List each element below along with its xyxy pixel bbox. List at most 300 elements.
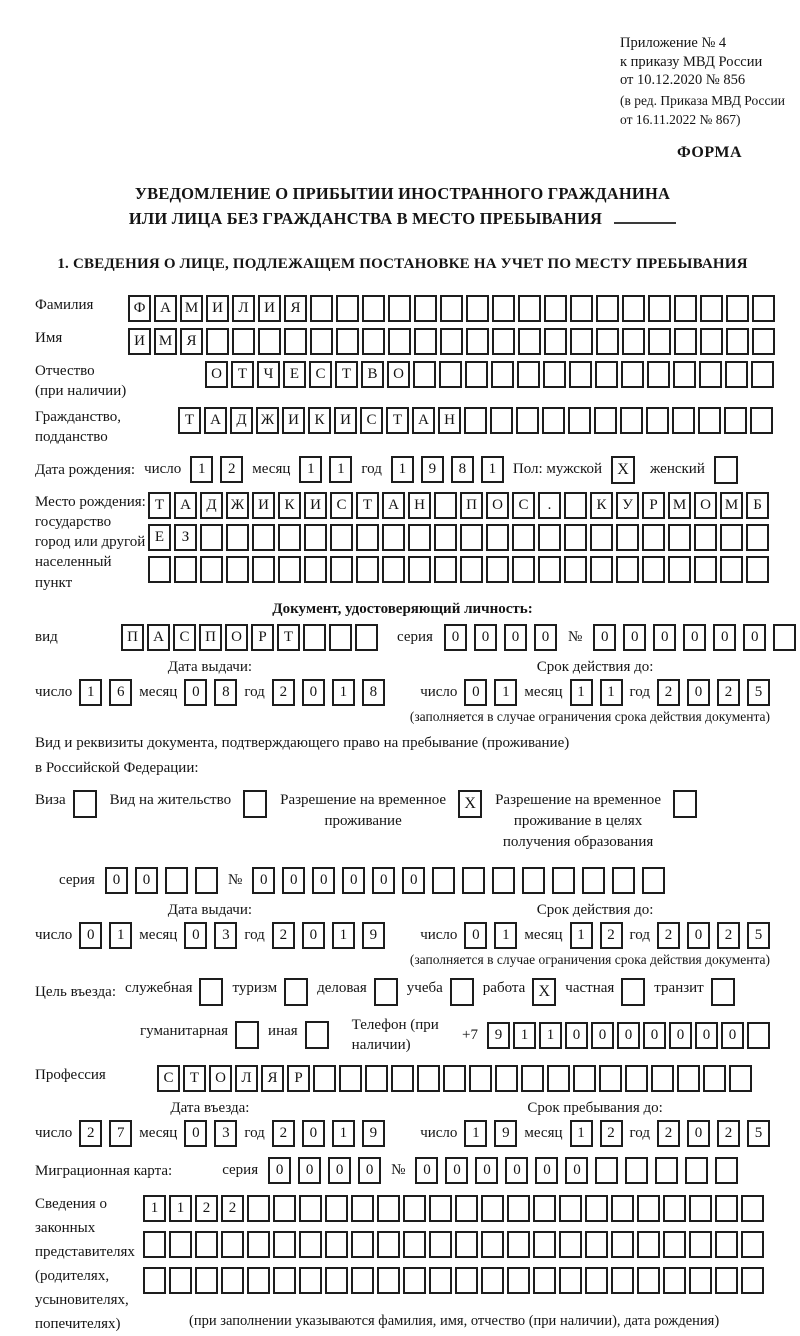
char-cell	[585, 1195, 608, 1222]
char-cell	[495, 1065, 518, 1092]
purpose-study-label: учеба	[406, 979, 443, 996]
doc-series-label: серия	[397, 628, 433, 645]
form-title	[35, 182, 770, 232]
char-cell: 2	[657, 1120, 680, 1147]
char-cell: 2	[195, 1195, 218, 1222]
char-cell	[278, 524, 301, 551]
char-cell: 6	[109, 679, 132, 706]
char-cell	[169, 1267, 192, 1294]
identity-doc-heading: Документ, удостоверяющий личность:	[272, 600, 533, 617]
char-cell: С	[512, 492, 535, 519]
char-cell	[646, 407, 669, 434]
char-cell: Ж	[226, 492, 249, 519]
issue-month-cells	[184, 679, 237, 706]
visa-label: Виза	[35, 791, 66, 808]
residence-number-cells	[252, 867, 665, 894]
char-cell: Ч	[257, 361, 280, 388]
char-cell: 3	[214, 922, 237, 949]
residence-series-label: серия	[59, 872, 95, 889]
char-cell: 0	[302, 922, 325, 949]
char-cell: 0	[328, 1157, 351, 1184]
char-cell: 0	[302, 679, 325, 706]
char-cell: К	[308, 407, 331, 434]
residence-valid-month-label: месяц	[524, 926, 563, 943]
char-cell	[750, 407, 773, 434]
char-cell: М	[668, 492, 691, 519]
char-cell	[443, 1065, 466, 1092]
valid-day-cells	[464, 679, 517, 706]
char-cell	[585, 1231, 608, 1258]
char-cell	[663, 1195, 686, 1222]
char-cell	[143, 1267, 166, 1294]
char-cell: 2	[657, 922, 680, 949]
char-cell	[434, 492, 457, 519]
visa-checkbox	[73, 790, 97, 818]
char-cell: 2	[272, 922, 295, 949]
char-cell: А	[412, 407, 435, 434]
char-cell: 1	[600, 679, 623, 706]
birth-place-label	[35, 492, 148, 593]
char-cell	[460, 524, 483, 551]
residence-valid-cells	[420, 922, 770, 949]
char-cell: 0	[415, 1157, 438, 1184]
entry-year-label: год	[244, 1125, 265, 1142]
char-cell: У	[616, 492, 639, 519]
char-cell	[542, 407, 565, 434]
char-cell: 0	[504, 624, 527, 651]
purpose-work-label: работа	[482, 979, 526, 996]
char-cell	[221, 1231, 244, 1258]
char-cell: 1	[494, 679, 517, 706]
purpose-humanitarian-label: гуманитарная	[140, 1023, 229, 1040]
char-cell	[538, 556, 561, 583]
char-cell: 0	[282, 867, 305, 894]
header-reference	[620, 34, 785, 128]
header-subline-2: от 16.11.2022 № 867)	[620, 111, 741, 127]
char-cell: 0	[268, 1157, 291, 1184]
char-cell	[429, 1231, 452, 1258]
char-cell	[278, 556, 301, 583]
doc-series-cells	[444, 624, 557, 651]
form-title-line1: УВЕДОМЛЕНИЕ О ПРИБЫТИИ ИНОСТРАННОГО ГРАЖДАНИНА	[134, 184, 671, 204]
patronymic-label	[35, 361, 205, 402]
issue-month-label: месяц	[139, 683, 178, 700]
purpose-tourism-label: туризм	[232, 979, 278, 996]
char-cell	[773, 624, 796, 651]
purpose-private-checkbox	[621, 978, 645, 1006]
char-cell	[543, 361, 566, 388]
char-cell	[362, 328, 385, 355]
char-cell	[195, 867, 218, 894]
surname-cells	[128, 295, 775, 322]
char-cell	[377, 1195, 400, 1222]
identity-issue-heading: Дата выдачи:	[167, 658, 253, 675]
char-cell	[648, 328, 671, 355]
char-cell: О	[225, 624, 248, 651]
char-cell	[507, 1267, 530, 1294]
char-cell	[336, 295, 359, 322]
char-cell: С	[309, 361, 332, 388]
migration-card-row	[35, 1157, 770, 1184]
char-cell	[590, 556, 613, 583]
residence-permit-label: Вид на жительство	[109, 791, 232, 808]
char-cell: П	[121, 624, 144, 651]
representatives-row3-cells	[143, 1267, 764, 1294]
purpose-humanitarian-checkbox	[235, 1021, 259, 1049]
char-cell: Д	[200, 492, 223, 519]
char-cell: А	[174, 492, 197, 519]
char-cell	[481, 1231, 504, 1258]
char-cell	[486, 556, 509, 583]
char-cell	[642, 867, 665, 894]
char-cell: 1	[332, 1120, 355, 1147]
residence-issue-month-label: месяц	[139, 926, 178, 943]
char-cell: И	[282, 407, 305, 434]
char-cell	[689, 1231, 712, 1258]
char-cell: 0	[79, 922, 102, 949]
char-cell	[715, 1267, 738, 1294]
doc-type-label: вид	[35, 629, 58, 646]
char-cell	[351, 1231, 374, 1258]
char-cell	[559, 1231, 582, 1258]
char-cell	[741, 1267, 764, 1294]
char-cell	[462, 867, 485, 894]
residence-issue-cells	[35, 922, 385, 949]
char-cell: 9	[421, 456, 444, 483]
char-cell	[434, 524, 457, 551]
char-cell	[625, 1065, 648, 1092]
header-line-2: к приказу МВД России	[620, 53, 763, 70]
char-cell	[351, 1267, 374, 1294]
char-cell: 0	[669, 1022, 692, 1049]
char-cell: 1	[299, 456, 322, 483]
birth-month-cells	[299, 456, 352, 483]
char-cell: 2	[717, 1120, 740, 1147]
stay-day-cells	[464, 1120, 517, 1147]
char-cell: М	[154, 328, 177, 355]
firstname-cells	[128, 328, 775, 355]
char-cell: Р	[642, 492, 665, 519]
char-cell: П	[460, 492, 483, 519]
entry-dates-row	[35, 1100, 770, 1147]
char-cell: И	[258, 295, 281, 322]
char-cell	[429, 1267, 452, 1294]
char-cell: 0	[565, 1157, 588, 1184]
char-cell	[325, 1195, 348, 1222]
migration-number-label: №	[391, 1162, 406, 1179]
char-cell	[273, 1195, 296, 1222]
char-cell: 1	[190, 456, 213, 483]
residence-valid-month-cells	[570, 922, 623, 949]
edu-permit-label	[495, 790, 661, 853]
char-cell	[596, 328, 619, 355]
char-cell: 0	[298, 1157, 321, 1184]
char-cell	[689, 1267, 712, 1294]
char-cell	[642, 524, 665, 551]
char-cell	[651, 1065, 674, 1092]
char-cell: Т	[231, 361, 254, 388]
char-cell	[174, 556, 197, 583]
char-cell: 0	[683, 624, 706, 651]
char-cell: 1	[570, 922, 593, 949]
char-cell: Т	[178, 407, 201, 434]
edu-permit-checkbox	[673, 790, 697, 818]
citizenship-row	[35, 407, 770, 448]
representatives-label-line4: (родителях,	[35, 1268, 110, 1285]
char-cell: 2	[600, 922, 623, 949]
char-cell: 0	[713, 624, 736, 651]
char-cell: 0	[743, 624, 766, 651]
char-cell	[303, 624, 326, 651]
birth-place-row1-cells	[148, 492, 769, 519]
phone-label: Телефон (при наличии)	[351, 1016, 439, 1054]
valid-year-label: год	[629, 683, 650, 700]
char-cell	[672, 407, 695, 434]
char-cell	[751, 361, 774, 388]
char-cell	[729, 1065, 752, 1092]
residence-issue-heading: Дата выдачи:	[167, 901, 253, 918]
char-cell	[195, 1231, 218, 1258]
representatives-note: (при заполнении указываются фамилия, имя, отчество (при наличии), дата рождения)	[189, 1313, 720, 1330]
char-cell: 9	[487, 1022, 510, 1049]
char-cell	[299, 1231, 322, 1258]
representatives-label-line6: попечителях)	[35, 1316, 121, 1333]
identity-issue-cells	[35, 679, 385, 706]
char-cell: С	[157, 1065, 180, 1092]
char-cell	[325, 1267, 348, 1294]
char-cell	[252, 524, 275, 551]
patronymic-label-line2: (при наличии)	[35, 382, 127, 399]
char-cell: 1	[570, 679, 593, 706]
char-cell: 2	[221, 1195, 244, 1222]
char-cell	[715, 1231, 738, 1258]
char-cell	[694, 556, 717, 583]
purpose-option-business	[125, 978, 224, 1006]
char-cell	[330, 524, 353, 551]
migration-number-cells	[415, 1157, 738, 1184]
char-cell	[169, 1231, 192, 1258]
char-cell: 0	[505, 1157, 528, 1184]
char-cell: 0	[135, 867, 158, 894]
form-title-line2	[35, 207, 770, 232]
char-cell: 1	[329, 456, 352, 483]
char-cell: 0	[591, 1022, 614, 1049]
char-cell	[247, 1267, 270, 1294]
stay-until-heading: Срок пребывания до:	[527, 1100, 663, 1117]
doc-number-cells	[593, 624, 800, 651]
residence-issue-group	[35, 902, 385, 949]
char-cell	[559, 1195, 582, 1222]
char-cell	[533, 1195, 556, 1222]
stay-until-group	[420, 1100, 770, 1147]
purpose-transit-label: транзит	[654, 979, 704, 996]
birth-place-label-line2: государство	[35, 513, 112, 530]
char-cell: 0	[184, 1120, 207, 1147]
birth-place-label-line1: Место рождения:	[35, 493, 146, 510]
char-cell	[200, 556, 223, 583]
char-cell: 2	[220, 456, 243, 483]
char-cell	[611, 1195, 634, 1222]
forma-label: ФОРМА	[676, 144, 742, 162]
char-cell: Т	[183, 1065, 206, 1092]
char-cell: З	[174, 524, 197, 551]
entry-day-label: число	[35, 1125, 73, 1142]
char-cell: 0	[342, 867, 365, 894]
purpose-work-checkbox: X	[532, 978, 556, 1006]
migration-card-label: Миграционная карта:	[35, 1162, 173, 1179]
residence-valid-day-cells	[464, 922, 517, 949]
char-cell	[492, 328, 515, 355]
char-cell	[325, 1231, 348, 1258]
residence-valid-year-cells	[657, 922, 770, 949]
char-cell: 0	[445, 1157, 468, 1184]
char-cell	[299, 1267, 322, 1294]
temp-permit-label	[280, 790, 446, 832]
purpose-private-label: частная	[565, 979, 615, 996]
char-cell	[746, 556, 769, 583]
identity-issue-group	[35, 659, 385, 706]
char-cell	[582, 867, 605, 894]
char-cell	[469, 1065, 492, 1092]
valid-year-cells	[657, 679, 770, 706]
surname-row	[35, 295, 770, 322]
citizenship-label-line2: подданство	[35, 429, 108, 446]
temp-permit-option	[280, 790, 482, 832]
char-cell	[330, 556, 353, 583]
char-cell	[715, 1157, 738, 1184]
char-cell: О	[205, 361, 228, 388]
char-cell: Т	[356, 492, 379, 519]
residence-issue-day-label: число	[35, 926, 73, 943]
char-cell: 0	[687, 922, 710, 949]
char-cell	[481, 1267, 504, 1294]
citizenship-label-line1: Гражданство,	[35, 409, 122, 426]
issue-day-cells	[79, 679, 132, 706]
char-cell	[518, 328, 541, 355]
char-cell: Ф	[128, 295, 151, 322]
residence-doc-dates	[35, 902, 770, 949]
char-cell	[647, 361, 670, 388]
temp-permit-label-line2: проживание	[324, 812, 402, 829]
representatives-label-line1: Сведения о	[35, 1196, 107, 1213]
purpose-tourism-checkbox	[284, 978, 308, 1006]
stay-year-cells	[657, 1120, 770, 1147]
valid-day-label: число	[420, 683, 458, 700]
char-cell: 0	[464, 922, 487, 949]
char-cell: 0	[695, 1022, 718, 1049]
char-cell	[625, 1157, 648, 1184]
char-cell	[726, 328, 749, 355]
char-cell	[517, 361, 540, 388]
profession-cells	[157, 1065, 752, 1092]
representatives-label-line2: законных	[35, 1220, 96, 1237]
char-cell: С	[330, 492, 353, 519]
char-cell	[547, 1065, 570, 1092]
char-cell	[620, 407, 643, 434]
char-cell	[622, 295, 645, 322]
issue-year-cells	[272, 679, 385, 706]
char-cell: 1	[570, 1120, 593, 1147]
profession-row	[35, 1065, 770, 1092]
char-cell: К	[590, 492, 613, 519]
purpose-option-study	[407, 978, 474, 1006]
char-cell: В	[361, 361, 384, 388]
char-cell	[699, 361, 722, 388]
char-cell	[304, 524, 327, 551]
char-cell	[552, 867, 575, 894]
residence-doc-intro-line1: Вид и реквизиты документа, подтверждающего право на пребывание (проживание)	[35, 734, 570, 751]
char-cell: О	[387, 361, 410, 388]
char-cell: Д	[230, 407, 253, 434]
patronymic-cells	[205, 361, 774, 388]
char-cell	[336, 328, 359, 355]
char-cell: С	[360, 407, 383, 434]
phone-prefix: +7	[462, 1026, 478, 1043]
char-cell: Ж	[256, 407, 279, 434]
identity-valid-cells	[420, 679, 770, 706]
firstname-label: Имя	[35, 329, 63, 346]
char-cell	[382, 524, 405, 551]
birth-place-cells	[148, 492, 769, 583]
char-cell	[720, 524, 743, 551]
char-cell	[663, 1267, 686, 1294]
residence-issue-year-label: год	[244, 926, 265, 943]
char-cell: 0	[402, 867, 425, 894]
visit-purpose-label: Цель въезда:	[35, 983, 116, 1000]
residence-permit-checkbox	[243, 790, 267, 818]
char-cell	[752, 295, 775, 322]
char-cell	[596, 295, 619, 322]
char-cell	[655, 1157, 678, 1184]
entry-date-cells	[35, 1120, 385, 1147]
char-cell	[507, 1195, 530, 1222]
issue-day-label: число	[35, 683, 73, 700]
purpose-business-label: служебная	[124, 979, 193, 996]
section1-body	[35, 295, 770, 1336]
char-cell: 0	[687, 679, 710, 706]
char-cell: 0	[312, 867, 335, 894]
char-cell	[725, 361, 748, 388]
char-cell: 1	[79, 679, 102, 706]
char-cell: 0	[184, 922, 207, 949]
char-cell	[668, 524, 691, 551]
birth-place-label-line3: город или другой	[35, 534, 146, 551]
char-cell	[206, 328, 229, 355]
char-cell	[590, 524, 613, 551]
char-cell	[247, 1195, 270, 1222]
char-cell	[700, 328, 723, 355]
char-cell	[455, 1195, 478, 1222]
char-cell	[143, 1231, 166, 1258]
char-cell: Я	[284, 295, 307, 322]
char-cell: 0	[687, 1120, 710, 1147]
char-cell	[694, 524, 717, 551]
birth-place-row2-cells	[148, 524, 769, 551]
char-cell	[621, 361, 644, 388]
char-cell	[595, 1157, 618, 1184]
char-cell: 0	[534, 624, 557, 651]
char-cell: 5	[747, 922, 770, 949]
char-cell	[569, 361, 592, 388]
char-cell	[595, 361, 618, 388]
char-cell	[612, 867, 635, 894]
char-cell	[490, 407, 513, 434]
birth-year-label: год	[361, 461, 382, 478]
char-cell: И	[252, 492, 275, 519]
char-cell: 5	[747, 679, 770, 706]
doc-type-cells	[121, 624, 378, 651]
form-title-line2-text: ИЛИ ЛИЦА БЕЗ ГРАЖДАНСТВА В МЕСТО ПРЕБЫВАНИЯ	[128, 208, 603, 228]
